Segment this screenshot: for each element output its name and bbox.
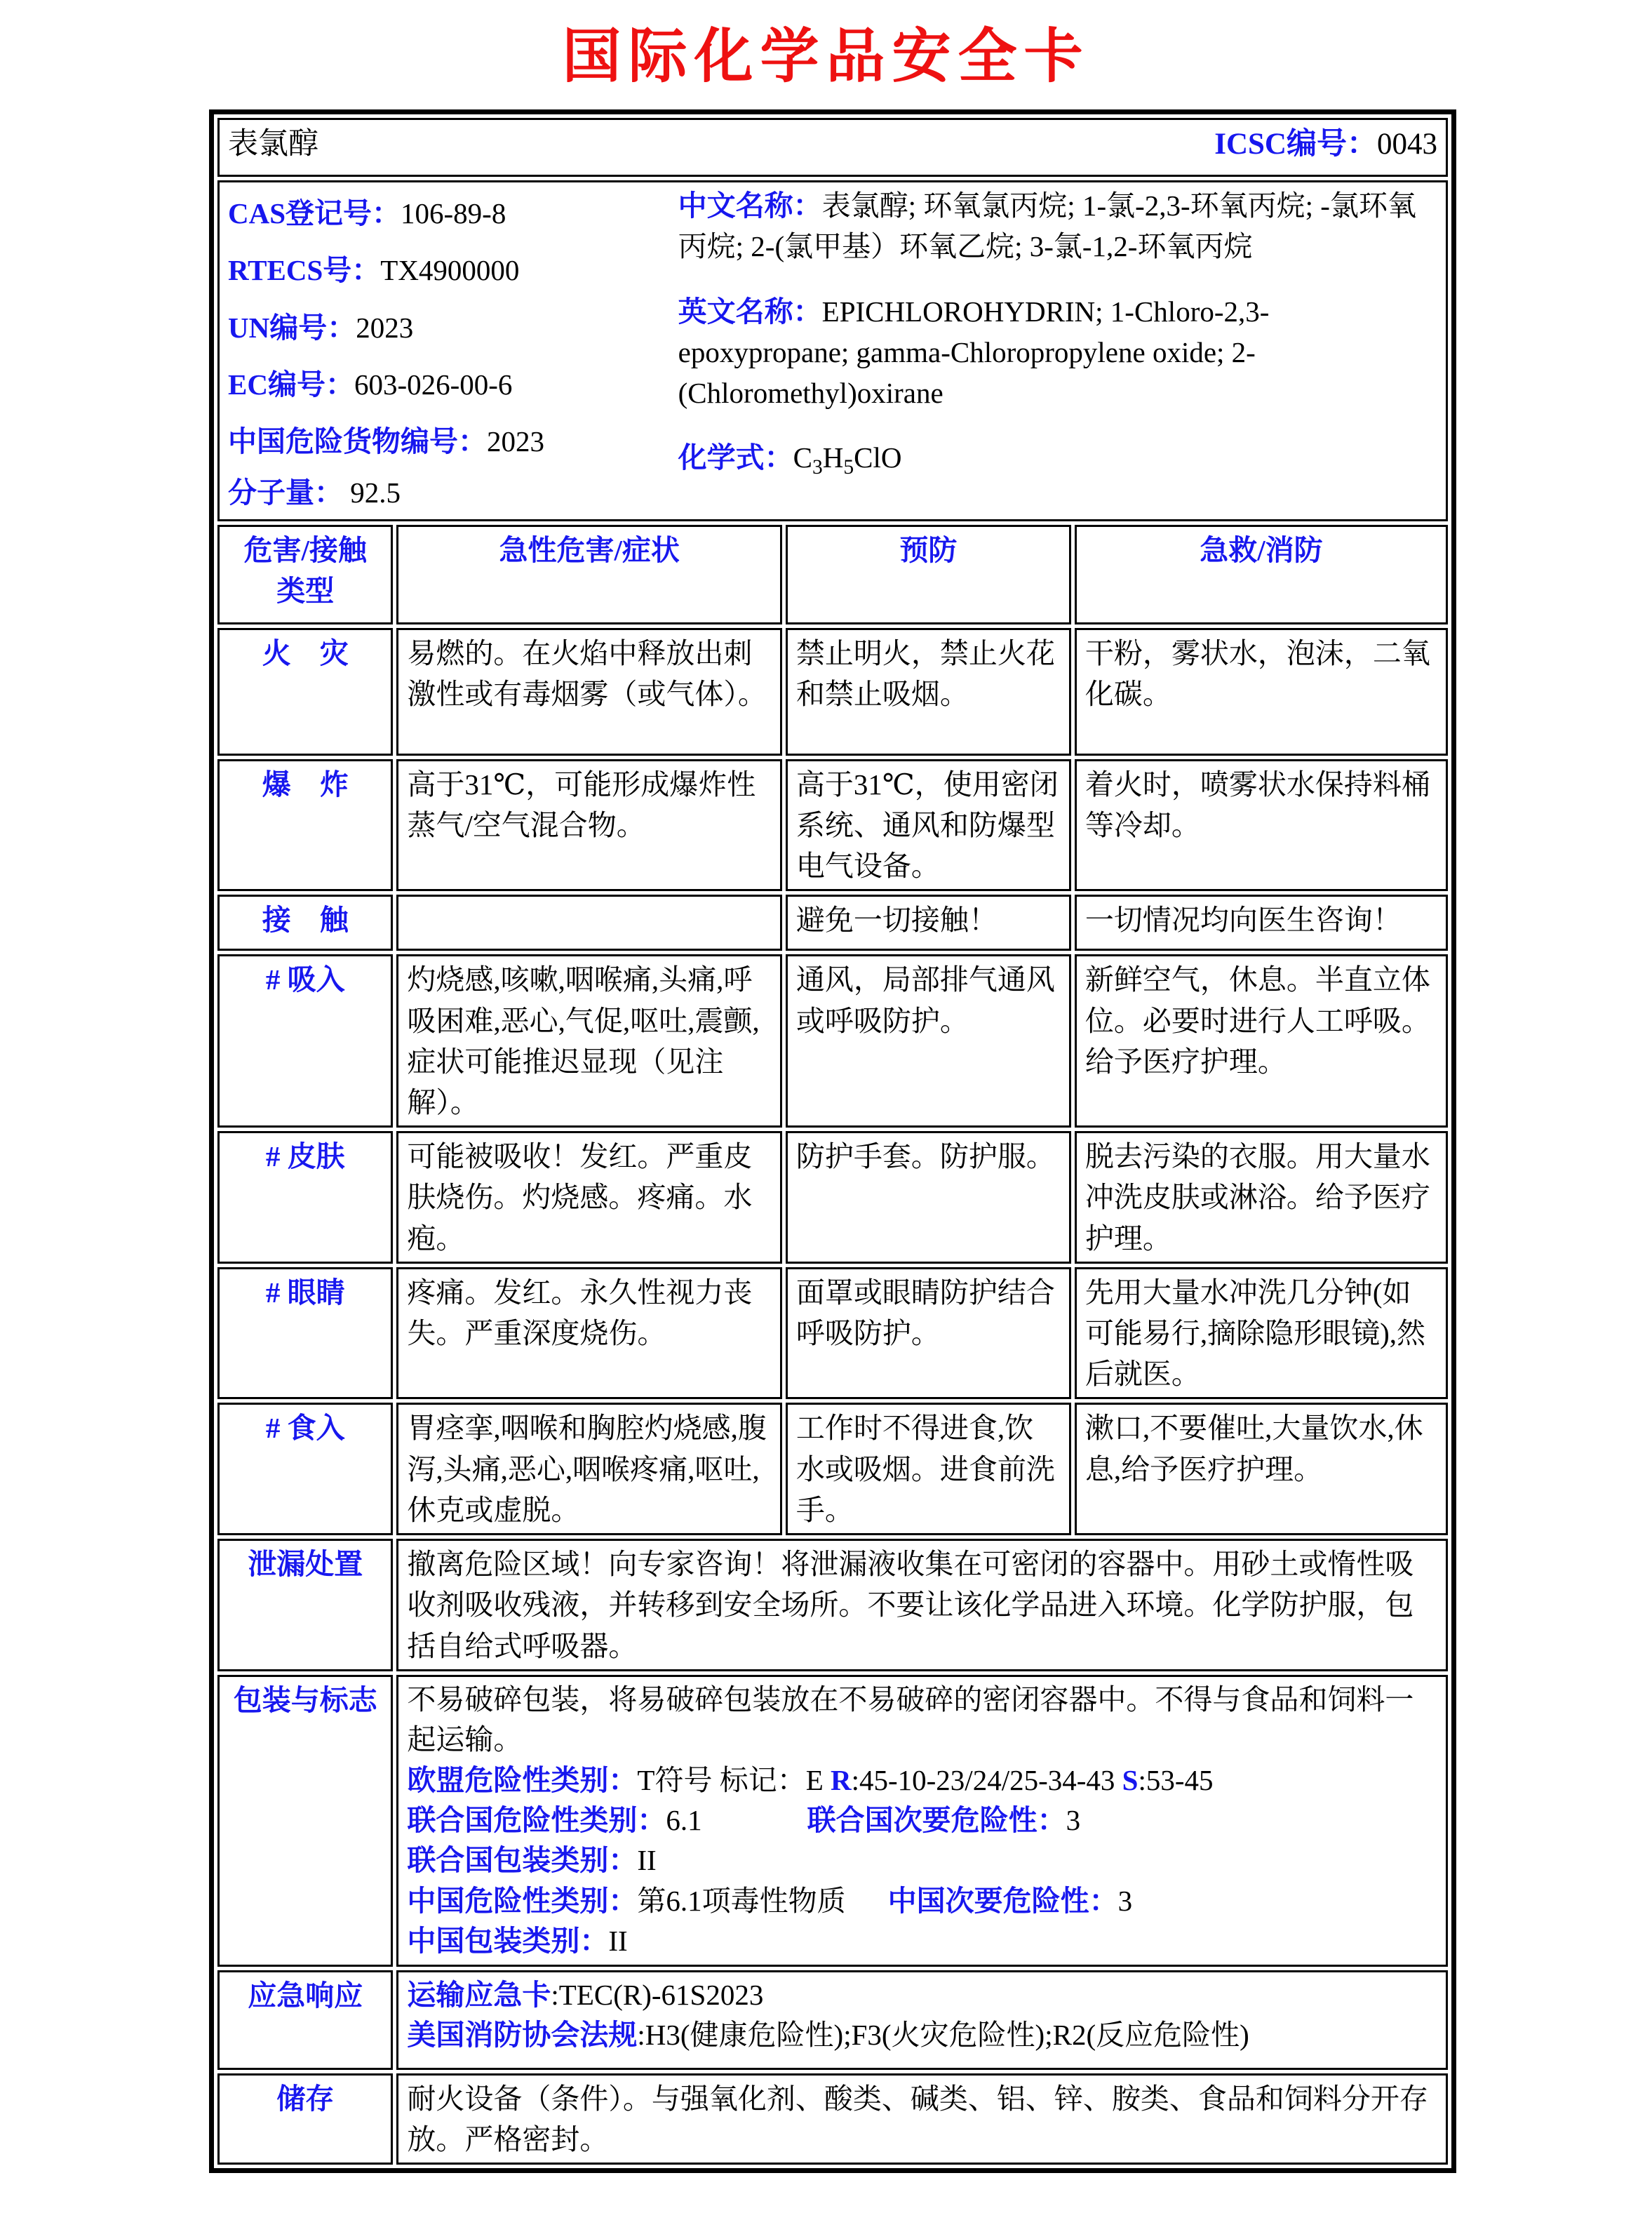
hazard-table-header-row — [217, 525, 1448, 624]
nfpa-code-value: :H3(健康危险性);F3(火灾危险性);R2(反应危险性) — [637, 2018, 1249, 2051]
prevention-cell: 避免一切接触！ — [786, 895, 1071, 951]
china-dangerous-goods-label: 中国危险货物编号： — [228, 425, 487, 457]
header-cell-prevention: 预防 — [786, 525, 1071, 624]
rtecs-label: RTECS号： — [228, 254, 381, 287]
hazard-row-skin — [217, 1131, 1448, 1264]
identification-row — [217, 180, 1448, 521]
nfpa-code-label: 美国消防协会法规 — [407, 2018, 638, 2051]
english-name-paragraph — [678, 291, 1437, 414]
transport-emergency-card-line — [407, 1975, 1437, 2015]
first-aid-cell: 干粉，雾状水，泡沫，二氧化碳。 — [1075, 628, 1448, 756]
un-number-value: 2023 — [356, 311, 414, 344]
acute-hazard-cell — [396, 895, 782, 951]
china-hazard-class-label: 中国危险性类别： — [407, 1884, 638, 1917]
prevention-cell: 面罩或眼睛防护结合呼吸防护。 — [786, 1267, 1071, 1400]
hazard-row-label: # 眼睛 — [217, 1267, 393, 1400]
eu-hazard-class-line — [407, 1760, 1437, 1800]
un-packing-group-line — [407, 1840, 1437, 1880]
packaging-label: 包装与标志 — [217, 1675, 393, 1967]
acute-hazard-cell: 高于31℃，可能形成爆炸性蒸气/空气混合物。 — [396, 759, 782, 892]
first-aid-cell: 着火时，喷雾状水保持料桶等冷却。 — [1075, 759, 1448, 892]
first-aid-cell: 新鲜空气，休息。半直立体位。必要时进行人工呼吸。给予医疗护理。 — [1075, 954, 1448, 1128]
hazard-type-header-line1: 危害/接触 — [243, 533, 367, 566]
acute-hazard-cell: 胃痉挛,咽喉和胸腔灼烧感,腹泻,头痛,恶心,咽喉疼痛,呕吐,休克或虚脱。 — [396, 1403, 782, 1535]
hazard-row-label: # 食入 — [217, 1403, 393, 1535]
storage-row — [217, 2073, 1448, 2165]
chinese-name-text: 表氯醇; 环氧氯丙烷; 1-氯-2,3-环氧丙烷; -氯环氧丙烷; 2-(氯甲基）环氧乙烷; 3-氯-1,2-环氧丙烷 — [678, 189, 1416, 263]
identification-cell — [217, 180, 1448, 521]
un-number-line — [228, 300, 674, 356]
hazard-row-eyes — [217, 1267, 1448, 1400]
acute-hazard-cell: 灼烧感,咳嗽,咽喉痛,头痛,呼吸困难,恶心,气促,呕吐,震颤,症状可能推迟显现（见注解）。 — [396, 954, 782, 1128]
un-number-label: UN编号： — [228, 311, 356, 344]
china-subsidiary-risk-label: 中国次要危险性： — [887, 1884, 1118, 1917]
hazard-row-fire — [217, 628, 1448, 756]
cas-registry-value: 106-89-8 — [401, 197, 506, 230]
acute-hazard-cell: 可能被吸收！发红。严重皮肤烧伤。灼烧感。疼痛。水疱。 — [396, 1131, 782, 1264]
rtecs-line — [228, 242, 674, 299]
substance-name: 表氯醇 — [228, 128, 318, 161]
first-aid-cell: 一切情况均向医生咨询！ — [1075, 895, 1448, 951]
header-cell-acute-hazards: 急性危害/症状 — [396, 525, 782, 624]
hazard-row-ingestion — [217, 1403, 1448, 1535]
hazard-row-inhalation — [217, 954, 1448, 1128]
ec-number-line — [228, 356, 674, 413]
cas-registry-line — [228, 185, 674, 242]
spillage-text: 撤离危险区域！向专家咨询！将泄漏液收集在可密闭的容器中。用砂土或惰性吸收剂吸收残液，并转移到安全场所。不要让该化学品进入环境。化学防护服，包括自给式呼吸器。 — [396, 1539, 1448, 1671]
packaging-intro: 不易破碎包装，将易破碎包装放在不易破碎的密闭容器中。不得与食品和饲料一起运输。 — [407, 1683, 1414, 1756]
chinese-name-label: 中文名称： — [678, 189, 822, 222]
emergency-response-row — [217, 1970, 1448, 2070]
molecular-weight-label: 分子量： — [228, 476, 343, 509]
s-phrases-value: :53-45 — [1138, 1763, 1214, 1796]
english-name-label: 英文名称： — [678, 295, 822, 328]
hazard-row-label: # 吸入 — [217, 954, 393, 1128]
storage-text: 耐火设备（条件）。与强氧化剂、酸类、碱类、铝、锌、胺类、食品和饲料分开存放。严格密封。 — [396, 2073, 1448, 2165]
spillage-row — [217, 1539, 1448, 1671]
emergency-response-label: 应急响应 — [217, 1970, 393, 2070]
hazard-row-contact — [217, 895, 1448, 951]
cas-registry-label: CAS登记号： — [228, 197, 401, 230]
transport-emergency-card-value: :TEC(R)-61S2023 — [551, 1978, 764, 2011]
icsc-card-table — [209, 109, 1456, 2173]
emergency-response-content — [396, 1970, 1448, 2070]
hazard-row-label: 爆 炸 — [217, 759, 393, 892]
icsc-number — [1214, 123, 1437, 166]
un-hazard-class-line — [407, 1800, 1437, 1840]
china-hazard-class-value: 第6.1项毒性物质 — [637, 1884, 846, 1917]
un-subsidiary-risk-label: 联合国次要危险性： — [807, 1803, 1066, 1836]
china-subsidiary-risk-value: 3 — [1117, 1884, 1133, 1917]
identifier-list — [228, 185, 674, 516]
prevention-cell: 高于31℃，使用密闭系统、通风和防爆型电气设备。 — [786, 759, 1071, 892]
hazard-row-explosion — [217, 759, 1448, 892]
china-hazard-class-line — [407, 1881, 1437, 1921]
card-header-cell — [217, 118, 1448, 177]
hazard-row-label: # 皮肤 — [217, 1131, 393, 1264]
first-aid-cell: 脱去污染的衣服。用大量水冲洗皮肤或淋浴。给予医疗护理。 — [1075, 1131, 1448, 1264]
china-dangerous-goods-line — [228, 413, 674, 470]
china-packing-group-line — [407, 1921, 1437, 1961]
un-packing-group-label: 联合国包装类别： — [407, 1844, 638, 1877]
china-dangerous-goods-value: 2023 — [487, 425, 544, 457]
packaging-row — [217, 1675, 1448, 1967]
transport-emergency-card-label: 运输应急卡 — [407, 1978, 551, 2011]
r-phrases-label: R — [831, 1763, 852, 1796]
card-header-row — [217, 118, 1448, 177]
acute-hazard-cell: 易燃的。在火焰中释放出刺激性或有毒烟雾（或气体）。 — [396, 628, 782, 756]
rtecs-value: TX4900000 — [380, 254, 520, 287]
ec-number-label: EC编号： — [228, 368, 354, 401]
spillage-label: 泄漏处置 — [217, 1539, 393, 1671]
prevention-cell: 禁止明火，禁止火花和禁止吸烟。 — [786, 628, 1071, 756]
english-name-text: EPICHLOROHYDRIN; 1-Chloro-2,3-epoxypropane; gamma-Chloropropylene oxide; 2-(Chloromethyl)oxirane — [678, 295, 1270, 410]
first-aid-cell: 先用大量水冲洗几分钟(如可能易行,摘除隐形眼镜),然后就医。 — [1075, 1267, 1448, 1400]
page-title: 国际化学品安全卡 — [562, 25, 1090, 90]
storage-label: 储存 — [217, 2073, 393, 2165]
header-cell-first-aid: 急救/消防 — [1075, 525, 1448, 624]
hazard-type-header-line2: 类型 — [276, 574, 335, 607]
chemical-formula: $C_3H_5ClO$ — [793, 441, 902, 479]
un-subsidiary-risk-value: 3 — [1066, 1803, 1081, 1836]
first-aid-cell: 漱口,不要催吐,大量饮水,休息,给予医疗护理。 — [1075, 1403, 1448, 1535]
prevention-cell: 防护手套。防护服。 — [786, 1131, 1071, 1264]
icsc-number-label: ICSC编号： — [1214, 128, 1377, 161]
hazard-row-label: 火 灾 — [217, 628, 393, 756]
eu-hazard-class-label: 欧盟危险性类别： — [407, 1763, 638, 1796]
hazard-row-label: 接 触 — [217, 895, 393, 951]
header-cell-hazard-type — [217, 525, 393, 624]
un-hazard-class-value: 6.1 — [666, 1803, 702, 1836]
ec-number-value: 603-026-00-6 — [354, 368, 513, 401]
acute-hazard-cell: 疼痛。发红。永久性视力丧失。严重深度烧伤。 — [396, 1267, 782, 1400]
chemical-formula-label: 化学式： — [678, 441, 793, 474]
prevention-cell: 通风，局部排气通风或呼吸防护。 — [786, 954, 1071, 1128]
nfpa-code-line — [407, 2015, 1437, 2055]
un-packing-group-value: II — [637, 1844, 657, 1877]
prevention-cell: 工作时不得进食,饮水或吸烟。进食前洗手。 — [786, 1403, 1071, 1535]
chemical-formula-paragraph — [678, 437, 1437, 483]
packaging-content — [396, 1675, 1448, 1967]
r-phrases-value: :45-10-23/24/25-34-43 — [851, 1763, 1122, 1796]
eu-hazard-class-value: T符号 标记：E — [637, 1763, 831, 1796]
s-phrases-label: S — [1122, 1763, 1139, 1796]
china-packing-group-label: 中国包装类别： — [407, 1925, 609, 1958]
name-list — [674, 185, 1437, 516]
molecular-weight-value: 92.5 — [350, 476, 401, 509]
icsc-number-value: 0043 — [1377, 128, 1437, 161]
un-hazard-class-label: 联合国危险性类别： — [407, 1803, 666, 1836]
molecular-weight-line — [228, 470, 674, 516]
china-packing-group-value: II — [608, 1925, 628, 1958]
chinese-name-paragraph — [678, 185, 1437, 267]
